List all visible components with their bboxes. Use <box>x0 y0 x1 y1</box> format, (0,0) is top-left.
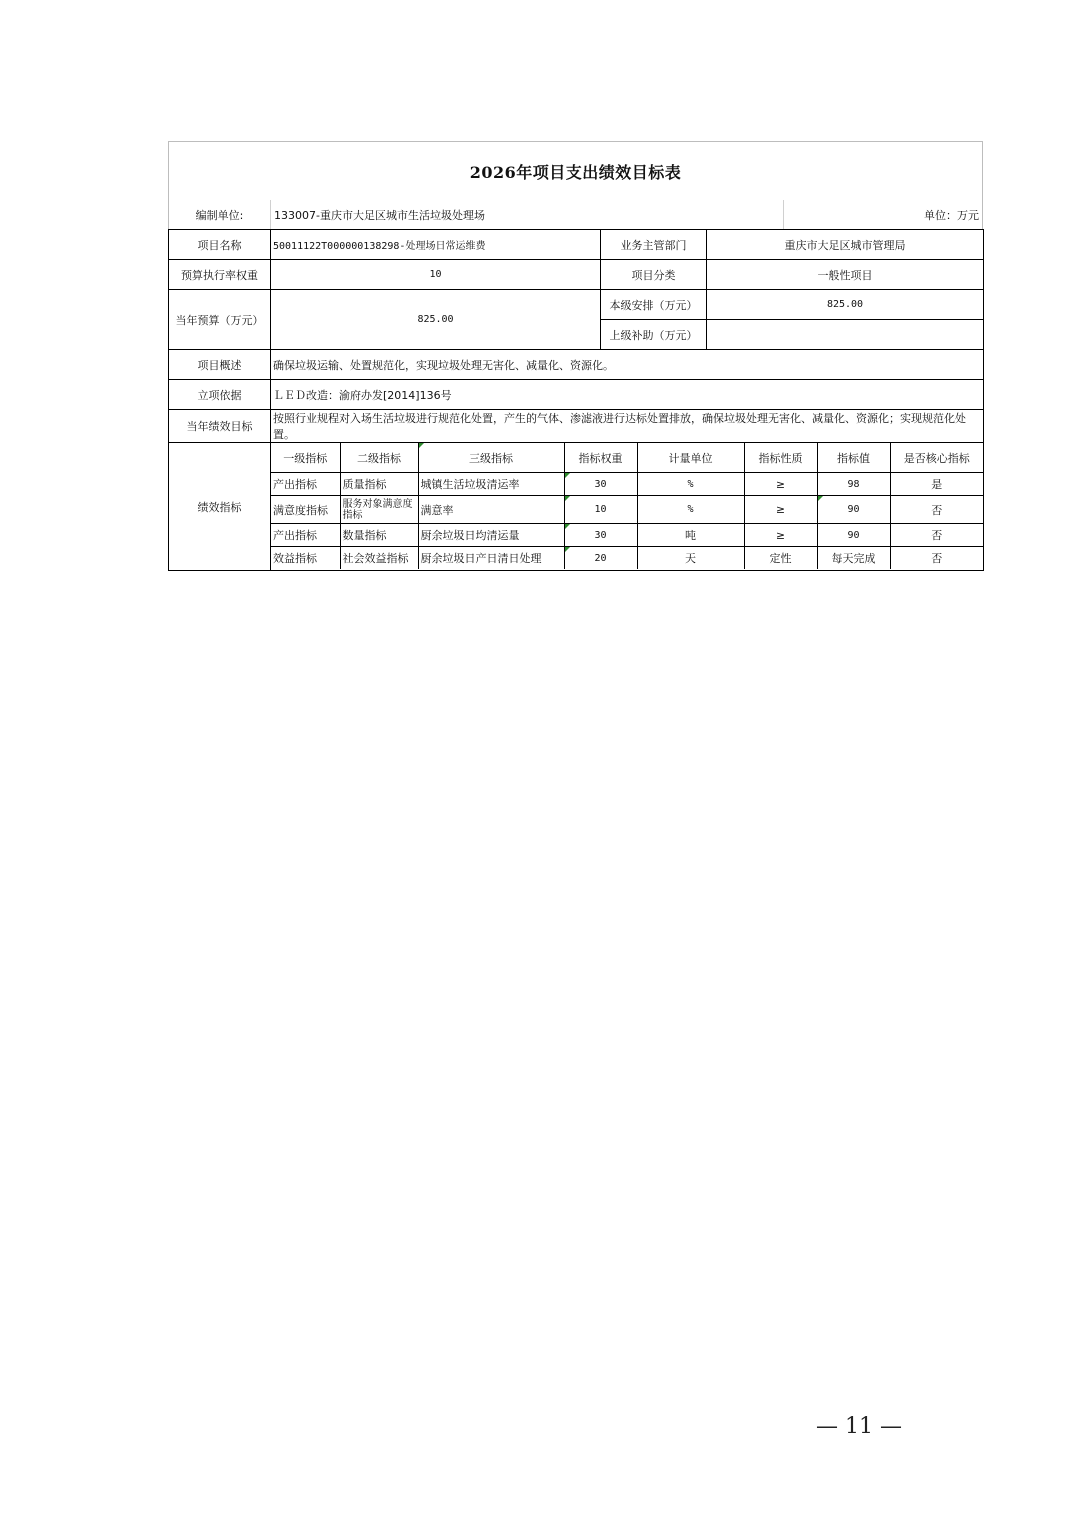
indicator-weight: 30 <box>564 473 637 496</box>
dept-value: 重庆市大足区城市管理局 <box>707 230 984 260</box>
weight-row <box>169 260 984 290</box>
indicator-level1: 产出指标 <box>271 524 340 547</box>
local-label: 本级安排（万元） <box>601 290 707 320</box>
weight-label: 预算执行率权重 <box>169 260 271 290</box>
overview-row <box>169 350 984 380</box>
header-weight: 指标权重 <box>564 443 637 473</box>
indicator-level1: 效益指标 <box>271 547 340 570</box>
header-level2: 二级指标 <box>340 443 418 473</box>
indicator-value: 90 <box>817 524 890 547</box>
main-table <box>168 229 984 571</box>
indicator-level3: 厨余垃圾日均清运量 <box>418 524 564 547</box>
indicators-header-row <box>271 443 983 473</box>
indicator-unit: % <box>637 473 744 496</box>
indicator-core: 否 <box>890 496 983 524</box>
indicator-level2: 数量指标 <box>340 524 418 547</box>
weight-value: 10 <box>271 260 601 290</box>
indicator-nature: ≥ <box>744 473 817 496</box>
indicator-core: 是 <box>890 473 983 496</box>
category-label: 项目分类 <box>601 260 707 290</box>
indicator-level2: 质量指标 <box>340 473 418 496</box>
indicators-table <box>271 443 983 569</box>
basis-value: ＬＥＤ改造：渝府办发[2014]136号 <box>271 380 984 410</box>
unit-row <box>168 200 983 229</box>
overview-label: 项目概述 <box>169 350 271 380</box>
indicator-level3: 满意率 <box>418 496 564 524</box>
indicator-core: 否 <box>890 524 983 547</box>
indicator-level2: 社会效益指标 <box>340 547 418 570</box>
goal-label: 当年绩效目标 <box>169 410 271 443</box>
header-level1: 一级指标 <box>271 443 340 473</box>
indicator-nature: ≥ <box>744 496 817 524</box>
indicators-row <box>169 443 984 571</box>
budget-label: 当年预算（万元） <box>169 290 271 350</box>
project-name-value: 50011122T000000138298-处理场日常运维费 <box>271 230 601 260</box>
indicator-value: 90 <box>817 496 890 524</box>
header-nature: 指标性质 <box>744 443 817 473</box>
basis-row <box>169 380 984 410</box>
indicator-row <box>271 524 983 547</box>
indicator-row <box>271 473 983 496</box>
category-value: 一般性项目 <box>707 260 984 290</box>
overview-value: 确保垃圾运输、处置规范化，实现垃圾处理无害化、减量化、资源化。 <box>271 350 984 380</box>
indicator-unit: 天 <box>637 547 744 570</box>
currency-unit: 单位：万元 <box>924 208 979 222</box>
indicator-row <box>271 547 983 570</box>
indicator-weight: 30 <box>564 524 637 547</box>
basis-label: 立项依据 <box>169 380 271 410</box>
budget-value: 825.00 <box>271 290 601 350</box>
indicator-weight: 20 <box>564 547 637 570</box>
indicator-row <box>271 496 983 524</box>
performance-target-sheet <box>168 141 983 571</box>
sheet-title: 2026年项目支出绩效目标表 <box>168 141 983 200</box>
indicator-core: 否 <box>890 547 983 570</box>
indicator-unit: 吨 <box>637 524 744 547</box>
subsidy-label: 上级补助（万元） <box>601 320 707 350</box>
indicator-value: 98 <box>817 473 890 496</box>
indicator-nature: ≥ <box>744 524 817 547</box>
header-unit: 计量单位 <box>637 443 744 473</box>
indicator-level1: 产出指标 <box>271 473 340 496</box>
project-name-label: 项目名称 <box>169 230 271 260</box>
local-value: 825.00 <box>707 290 984 320</box>
project-name-row <box>169 230 984 260</box>
indicator-weight: 10 <box>564 496 637 524</box>
indicator-level2: 服务对象满意度指标 <box>340 496 418 524</box>
compiling-unit-value: 133007-重庆市大足区城市生活垃圾处理场 <box>271 200 784 229</box>
indicator-unit: % <box>637 496 744 524</box>
indicator-level1: 满意度指标 <box>271 496 340 524</box>
indicators-label: 绩效指标 <box>169 443 271 571</box>
budget-row <box>169 290 984 320</box>
indicator-nature: 定性 <box>744 547 817 570</box>
indicators-cell <box>271 443 984 571</box>
header-value: 指标值 <box>817 443 890 473</box>
page-number: — 11 — <box>816 1414 902 1439</box>
indicator-level3: 厨余垃圾日产日清日处理 <box>418 547 564 570</box>
header-core: 是否核心指标 <box>890 443 983 473</box>
indicator-level3: 城镇生活垃圾清运率 <box>418 473 564 496</box>
goal-value: 按照行业规程对入场生活垃圾进行规范化处置，产生的气体、渗滤液进行达标处置排放，确保垃圾处理无害化、减量化、资源化；实现规范化处置。 <box>271 410 984 443</box>
subsidy-value <box>707 320 984 350</box>
indicator-value: 每天完成 <box>817 547 890 570</box>
header-level3: 三级指标 <box>418 443 564 473</box>
dept-label: 业务主管部门 <box>601 230 707 260</box>
compiling-unit-label: 编制单位: <box>169 200 271 229</box>
goal-row <box>169 410 984 443</box>
